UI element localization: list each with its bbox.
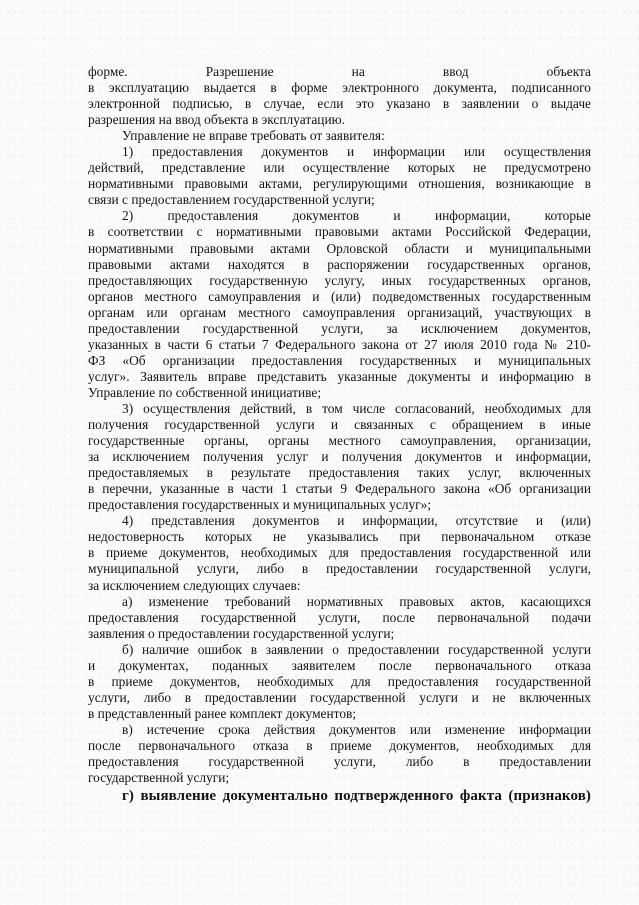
text-line: в приеме документов, необходимых для предоставления государственной или — [88, 545, 591, 561]
text-line: действий, представление или осуществление которых не предусмотрено — [88, 160, 591, 176]
text-line: в соответствии с нормативными правовыми актами Российской Федерации, — [88, 224, 591, 240]
text-line: услуги, либо в предоставлении государственной услуги и не включенных — [88, 689, 591, 705]
text-line: после первоначального отказа в приеме документов, необходимых для — [88, 737, 591, 753]
text-line: предоставления государственных и муниципальных услуг»; — [88, 497, 432, 513]
text-line: а) изменение требований нормативных правовых актов, касающихся — [122, 593, 591, 609]
text-line: предоставления государственной услуги, либо в предоставлении — [88, 754, 591, 770]
text-line: государственной услуги; — [88, 770, 230, 786]
text-line: в) истечение срока действия документов или изменение информации — [122, 721, 591, 737]
document-body — [88, 64, 591, 806]
text-line: предоставлении государственной услуги, за исключением документов, — [88, 320, 591, 336]
text-line: в представленный ранее комплект документов; — [88, 705, 357, 721]
text-line: 2) предоставления документов и информации, которые — [122, 208, 591, 224]
text-line: за исключением следующих случаев: — [88, 577, 301, 593]
text-line: услуг». Заявитель вправе представить указанные документы и информацию в — [88, 368, 591, 384]
text-line: получения государственной услуги и связанных с обращением в иные — [88, 417, 591, 433]
text-line: предоставляющих государственную услугу, иных государственных органов, — [88, 272, 591, 288]
text-line: Управление по собственной инициативе; — [88, 384, 322, 400]
text-line: в приеме документов, необходимых для предоставления государственной — [88, 673, 591, 689]
text-line: ФЗ «Об организации предоставления государственных и муниципальных — [88, 352, 591, 368]
text-line: форме. Разрешение на ввод объекта — [88, 64, 591, 79]
text-line: правовыми актами находятся в распоряжении государственных органов, — [88, 256, 591, 272]
text-line: указанных в части 6 статьи 7 Федерального закона от 27 июля 2010 года № 210- — [88, 336, 591, 352]
text-line: связи с предоставлением государственной услуги; — [88, 192, 375, 208]
text-line: органов местного самоуправления и (или) подведомственных государственным — [88, 288, 591, 304]
text-line: б) наличие ошибок в заявлении о предоставлении государственной услуги — [122, 641, 591, 657]
text-line: нормативными правовыми актами Орловской области и муниципальными — [88, 240, 591, 256]
text-line: предоставляемых в результате предоставления таких услуг, включенных — [88, 465, 591, 481]
text-line: разрешения на ввод объекта в эксплуатацию. — [88, 112, 345, 128]
text-line: в эксплуатацию выдается в форме электронного документа, подписанного — [88, 80, 591, 96]
text-line: органам или органам местного самоуправления организаций, участвующих в — [88, 304, 591, 320]
text-line: предоставления государственной услуги, после первоначальной подачи — [88, 609, 591, 625]
text-line: нормативными правовыми актами, регулирующими отношения, возникающие в — [88, 176, 591, 192]
text-line: электронной подписью, в случае, если это указано в заявлении о выдаче — [88, 96, 591, 112]
text-line: Управление не вправе требовать от заявителя: — [122, 128, 385, 144]
text-line: 1) предоставления документов и информации или осуществления — [122, 144, 591, 160]
text-line: 3) осуществления действий, в том числе согласований, необходимых для — [122, 400, 591, 416]
text-line: муниципальной услуги, либо в предоставлении государственной услуги, — [88, 561, 591, 577]
text-line: и документах, поданных заявителем после первоначального отказа — [88, 657, 591, 673]
text-line: недостоверность которых не указывались при первоначальном отказе — [88, 529, 591, 545]
text-line: в перечни, указанные в части 1 статьи 9 Федерального закона «Об организации — [88, 481, 591, 497]
text-line: государственные органы, органы местного самоуправления, организации, — [88, 433, 591, 449]
text-line: заявления о предоставлении государственной услуги; — [88, 625, 395, 641]
text-line: 4) представления документов и информации, отсутствие и (или) — [122, 513, 591, 529]
text-line: за исключением получения услуг и получения документов и информации, — [88, 449, 591, 465]
text-line: г) выявление документально подтвержденного факта (признаков) — [122, 788, 591, 805]
